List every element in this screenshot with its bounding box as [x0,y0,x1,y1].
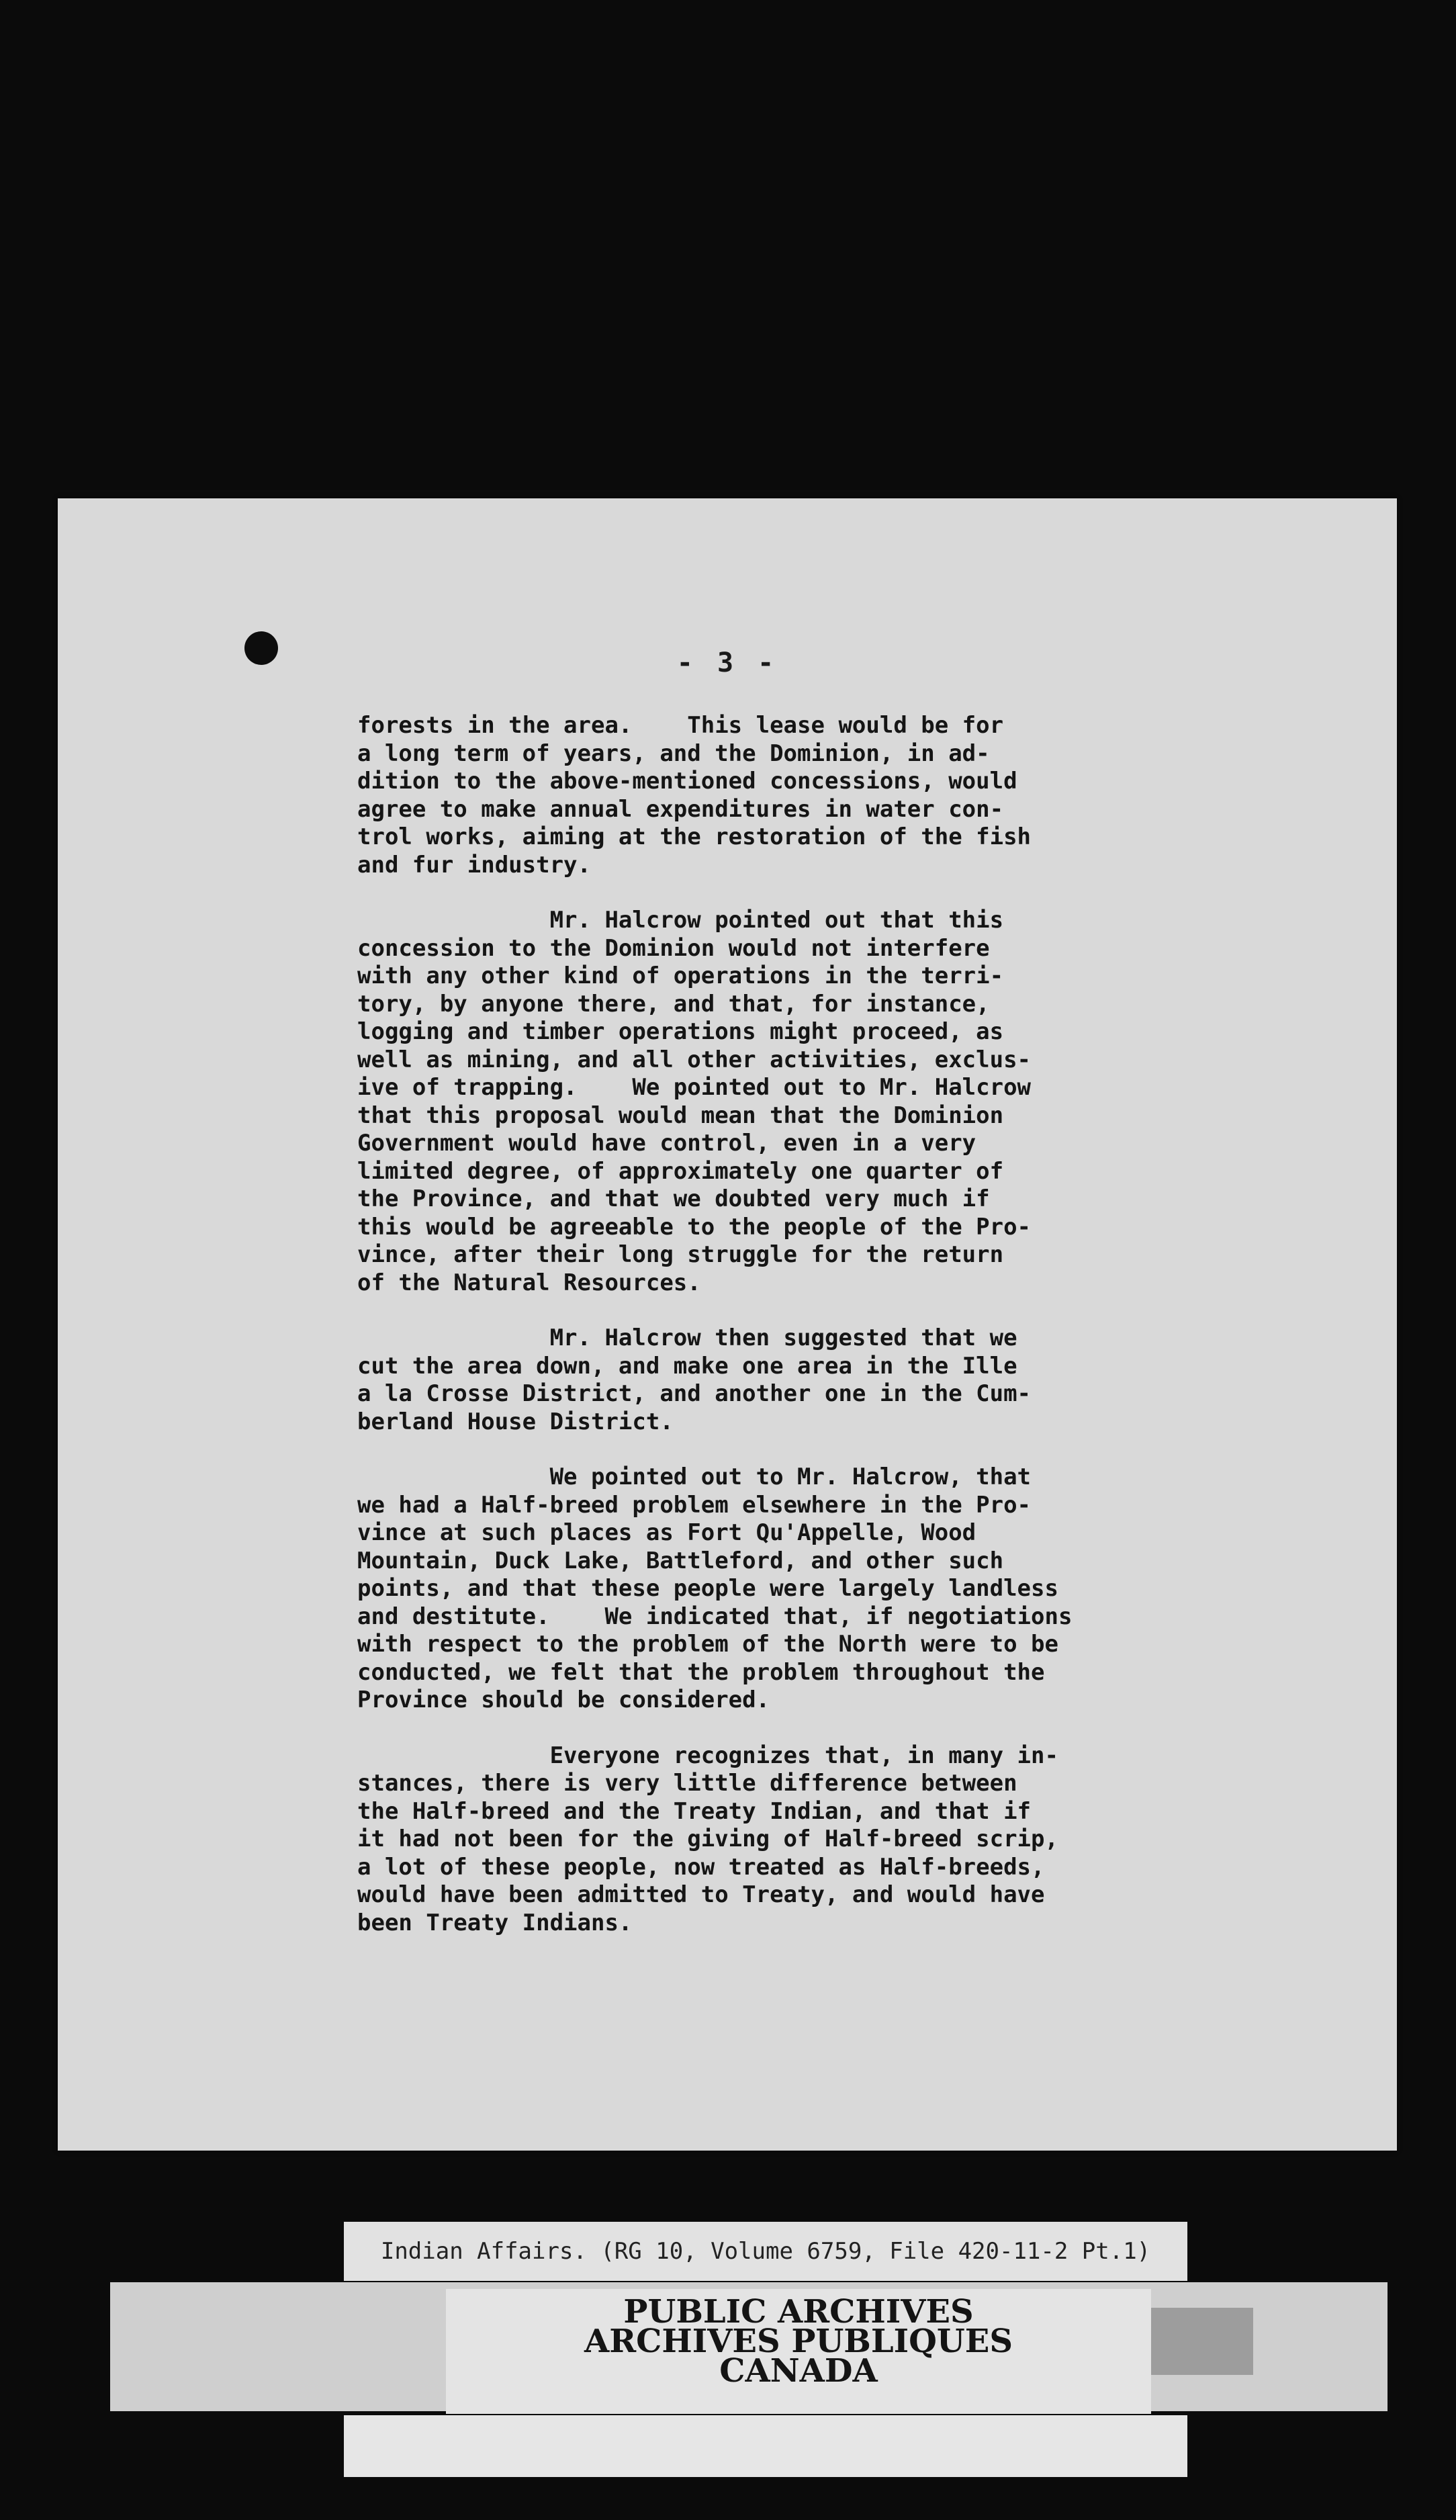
archive-reference-text: Indian Affairs. (RG 10, Volume 6759, File 420-11-2 Pt.1) [380,2238,1151,2265]
text-line: a long term of years, and the Dominion, in ad- [357,739,990,767]
text-line: of the Natural Resources. [357,1269,701,1296]
text-line: the Half-breed and the Treaty Indian, and that if [357,1797,1032,1825]
text-line: would have been admitted to Treaty, and would have [357,1881,1045,1908]
text-line: Everyone recognizes that, in many in- [357,1742,1058,1769]
text-line: this would be agreeable to the people of the Pro- [357,1213,1032,1241]
paragraph-4 [357,1464,1311,1715]
text-line: a lot of these people, now treated as Half-breeds, [357,1853,1045,1881]
text-line: with respect to the problem of the North were to be [357,1631,1058,1658]
text-line: Government would have control, even in a very [357,1130,976,1157]
text-line: vince at such places as Fort Qu'Appelle, Wood [357,1519,976,1546]
page-number: - 3 - [676,647,778,678]
text-line: with any other kind of operations in the terri- [357,962,1004,989]
paragraph-5 [357,1742,1311,1938]
text-line: berland House District. [357,1408,674,1435]
paragraph-3 [357,1324,1311,1436]
text-line: agree to make annual expenditures in water con- [357,795,1004,823]
paragraph-2 [357,907,1311,1297]
text-line: cut the area down, and make one area in the Ille [357,1352,1017,1380]
text-line: Province should be considered. [357,1686,770,1713]
text-line: and fur industry. [357,851,591,879]
text-line: the Province, and that we doubted very much if [357,1185,990,1212]
text-line: conducted, we felt that the problem throughout the [357,1658,1045,1686]
text-line: and destitute. We indicated that, if negotiations [357,1603,1073,1630]
text-line: well as mining, and all other activities, exclus- [357,1046,1032,1073]
bottom-strip [344,2415,1187,2477]
text-line: stances, there is very little difference between [357,1770,1017,1797]
text-line: been Treaty Indians. [357,1909,633,1936]
text-line: concession to the Dominion would not interfere [357,934,990,962]
text-line: points, and that these people were largely landless [357,1575,1058,1602]
text-line: Mountain, Duck Lake, Battleford, and other such [357,1547,1004,1574]
text-line: logging and timber operations might proceed, as [357,1018,1004,1045]
text-line: Mr. Halcrow then suggested that we [357,1324,1017,1351]
archive-label-line-3: CANADA [719,2352,878,2390]
archive-reference [344,2222,1187,2281]
text-line: limited degree, of approximately one quarter of [357,1157,1004,1185]
text-line: Mr. Halcrow pointed out that this [357,907,1004,934]
text-line: we had a Half-breed problem elsewhere in the Pro- [357,1491,1032,1519]
document-body [357,712,1311,1937]
text-line: We pointed out to Mr. Halcrow, that [357,1464,1032,1490]
text-line: forests in the area. This lease would be for [357,712,1004,739]
archive-label-line-2: ARCHIVES PUBLIQUES [584,2323,1013,2360]
text-line: ive of trapping. We pointed out to Mr. Halcrow [357,1074,1032,1101]
text-line: it had not been for the giving of Half-breed scrip, [357,1826,1058,1852]
paragraph-1 [357,712,1311,879]
text-line: a la Crosse District, and another one in the Cum- [357,1380,1032,1407]
text-line: that this proposal would mean that the Dominion [357,1101,1004,1129]
archive-label [446,2293,1151,2390]
text-line: trol works, aiming at the restoration of the fish [357,823,1032,850]
archive-label-line-1: PUBLIC ARCHIVES [623,2293,974,2331]
text-line: dition to the above-mentioned concessions, would [357,768,1017,795]
text-line: tory, by anyone there, and that, for instance, [357,990,990,1018]
text-line: vince, after their long struggle for the return [357,1241,1004,1268]
document-page [58,498,1397,2151]
